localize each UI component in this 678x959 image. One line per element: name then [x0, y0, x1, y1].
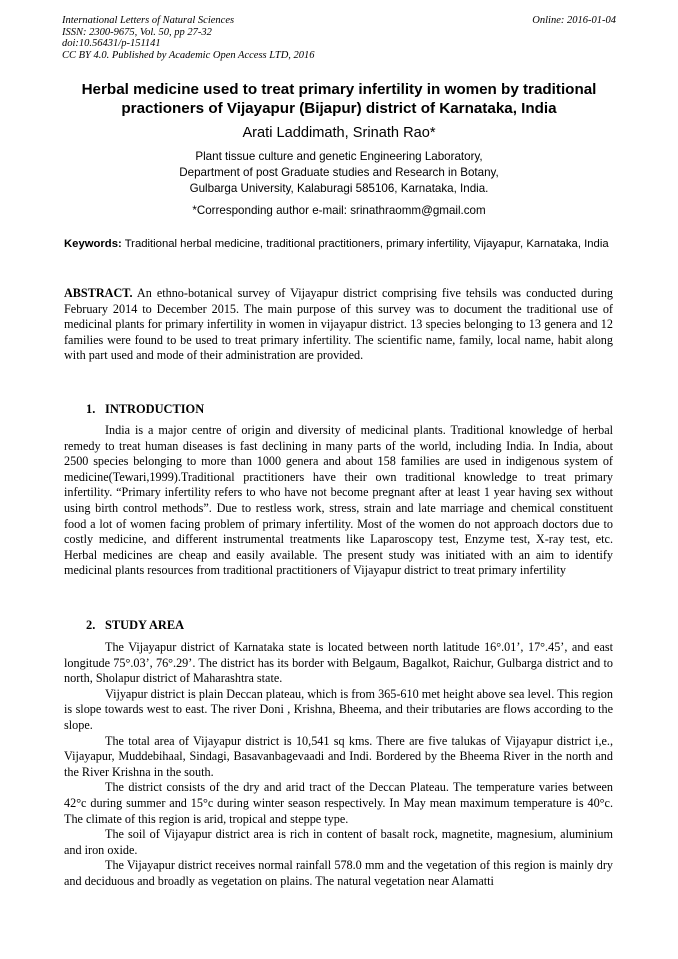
journal-name: International Letters of Natural Sciences [62, 15, 235, 26]
paragraph: The Vijayapur district receives normal rainfall 578.0 mm and the vegetation of this region is mainly dry and deciduous and broadly as vegetation on plains. The natural vegetation near Alamatti [64, 858, 613, 888]
study-area-heading [86, 618, 184, 633]
section-title: INTRODUCTION [105, 402, 205, 416]
paragraph: The district consists of the dry and arid tract of the Deccan Plateau. The temperature varies between 42°c during summer and 15°c during winter season respectively. In May mean maximum temperature is 40°c. The climate of this region is arid, tropical and steppe type. [64, 780, 613, 826]
affiliation [50, 149, 628, 197]
abstract [64, 286, 613, 364]
affiliation-line: Plant tissue culture and genetic Engineering Laboratory, [195, 150, 483, 163]
keywords-label: Keywords: [64, 238, 122, 250]
study-area-body [64, 640, 613, 890]
paragraph: The soil of Vijayapur district area is rich in content of basalt rock, magnetite, magnesium, aluminium and iron oxide. [64, 827, 613, 857]
journal-header [62, 15, 616, 61]
affiliation-line: Department of post Graduate studies and Research in Botany, [179, 166, 499, 179]
paper-title [50, 81, 628, 118]
affiliation-line: Gulbarga University, Kalaburagi 585106, Karnataka, India. [189, 182, 489, 195]
corresponding-author: *Corresponding author e-mail: srinathraomm@gmail.com [192, 204, 486, 217]
paragraph: The total area of Vijayapur district is 10,541 sq kms. There are five talukas of Vijayapur district i,e., Vijayapur, Muddebihaal, Sindagi, Basavanbagevaadi and Indi. Bordered by the Bheema River in the north and the River Krishna in the south. [64, 733, 613, 779]
paper-title-line: practioners of Vijayapur (Bijapur) district of Karnataka, India [121, 99, 557, 117]
paper-title-line: Herbal medicine used to treat primary infertility in women by traditional [81, 81, 597, 98]
abstract-text: An ethno-botanical survey of Vijayapur district comprising five tehsils was conducted during February 2014 to December 2015. The main purpose of this survey was to document the traditional use of medicinal plants for primary infertility in women in vijayapur district. 13 species belonging to 13 genera and 12 families were found to be used to treat primary infertility. The scientific name, family, local name, habit along with part used and mode of their administration are provided. [64, 286, 614, 363]
paragraph: The Vijayapur district of Karnataka state is located between north latitude 16°.01’, 17°.45’, and east longitude 75°.03’, 76°.29’. The district has its border with Belgaum, Bagalkot, Raichur, Gulbarga district and to north, Sholapur district of Maharashtra state. [64, 640, 613, 686]
section-number: 1. [86, 402, 96, 416]
journal-issn: ISSN: 2300-9675, Vol. 50, pp 27-32 [62, 26, 212, 38]
paragraph: Vijyapur district is plain Deccan plateau, which is from 365-610 met height above sea level. This region is slope towards west to east. The river Doni , Krishna, Bheema, and their tributaries are flows according to the slope. [64, 686, 613, 732]
journal-doi: doi:10.56431/p-151141 [62, 38, 161, 50]
authors: Arati Laddimath, Srinath Rao* [242, 125, 436, 141]
abstract-label: ABSTRACT. [64, 286, 133, 300]
introduction-body [64, 423, 613, 579]
paragraph: India is a major centre of origin and diversity of medicinal plants. Traditional knowledge of herbal remedy to treat human diseases is fast declining in many parts of the world, including India. In India, about 2500 species belonging to more than 1000 genera and about 158 families are used in indigenous system of medicine(Tewari,1999).Traditional practitioners have their own traditional knowledge to treat primary infertility. “Primary infertility refers to who have not become pregnant after at least 1 year having sex without using birth control methods”. Due to restless work, stress, strain and late marriage and chemical constituent food a lot of women facing problem of primary infertility. Most of the women do not approach doctors due to costly medicine, and different instrumental treatments like Laparoscopy test, Enzyme test, X-ray test, etc. Herbal medicines are cheap and easily available. The present study was initiated with an aim to identify medicinal plants resources from traditional practitioners of Vijayapur district to treat primary infertility [64, 423, 613, 578]
section-number: 2. [86, 618, 96, 632]
online-date: Online: 2016-01-04 [532, 15, 616, 26]
introduction-heading [86, 402, 204, 417]
keywords-text: Traditional herbal medicine, traditional practitioners, primary infertility, Vijayapur, Karnataka, India [124, 238, 609, 250]
section-title: STUDY AREA [105, 618, 185, 632]
keywords [64, 236, 613, 252]
journal-license: CC BY 4.0. Published by Academic Open Access LTD, 2016 [62, 49, 315, 61]
